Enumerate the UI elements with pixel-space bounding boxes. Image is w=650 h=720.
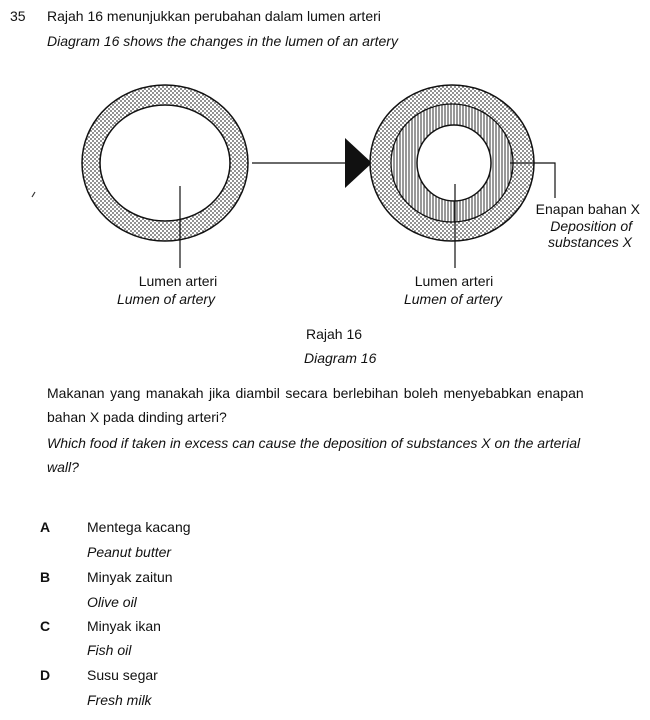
- narrowed-lumen: [417, 125, 491, 201]
- option-d-english[interactable]: Fresh milk: [87, 692, 152, 708]
- option-b-malay[interactable]: Minyak zaitun: [87, 569, 173, 585]
- label-deposition-english: substances X: [547, 234, 632, 250]
- option-a-letter[interactable]: A: [40, 519, 51, 535]
- label-deposition-english: Deposition of: [550, 218, 632, 234]
- label-deposition-malay: Enapan bahan X: [535, 201, 640, 217]
- question-title-malay: Rajah 16 menunjukkan perubahan dalam lumen arteri: [47, 8, 381, 24]
- option-a-english[interactable]: Peanut butter: [87, 544, 172, 560]
- label-lumen-english: Lumen of artery: [116, 291, 216, 307]
- option-c-malay[interactable]: Minyak ikan: [87, 618, 161, 634]
- label-lumen-malay: Lumen arteri: [138, 273, 218, 289]
- option-d-malay[interactable]: Susu segar: [87, 667, 158, 683]
- question-stem-malay: bahan X pada dinding arteri?: [47, 409, 227, 425]
- question-stem-english: wall?: [47, 459, 79, 475]
- change-arrow: [252, 138, 372, 188]
- artery-lumen: [100, 105, 230, 221]
- option-c-letter[interactable]: C: [40, 618, 51, 634]
- option-b-letter[interactable]: B: [40, 569, 51, 585]
- option-b-english[interactable]: Olive oil: [87, 594, 137, 610]
- question-stem-english: Which food if taken in excess can cause the deposition of substances X on the arterial: [47, 435, 581, 451]
- question-title-english: Diagram 16 shows the changes in the lumen of an artery: [47, 33, 398, 49]
- option-d-letter[interactable]: D: [40, 667, 51, 683]
- diagram-caption-malay: Rajah 16: [306, 326, 363, 342]
- option-c-english[interactable]: Fish oil: [87, 642, 132, 658]
- normal-artery: [82, 85, 248, 268]
- question-stem-malay: Makanan yang manakah jika diambil secara berlebihan boleh menyebabkan enapan: [47, 385, 584, 401]
- arrowhead: [345, 138, 372, 188]
- diagram-caption-english: Diagram 16: [304, 350, 377, 366]
- label-lumen-malay: Lumen arteri: [414, 273, 494, 289]
- option-a-malay[interactable]: Mentega kacang: [87, 519, 191, 535]
- label-lumen-english: Lumen of artery: [403, 291, 503, 307]
- stray-mark: [32, 192, 35, 197]
- question-number: 35: [10, 8, 26, 24]
- blocked-artery: [370, 85, 555, 268]
